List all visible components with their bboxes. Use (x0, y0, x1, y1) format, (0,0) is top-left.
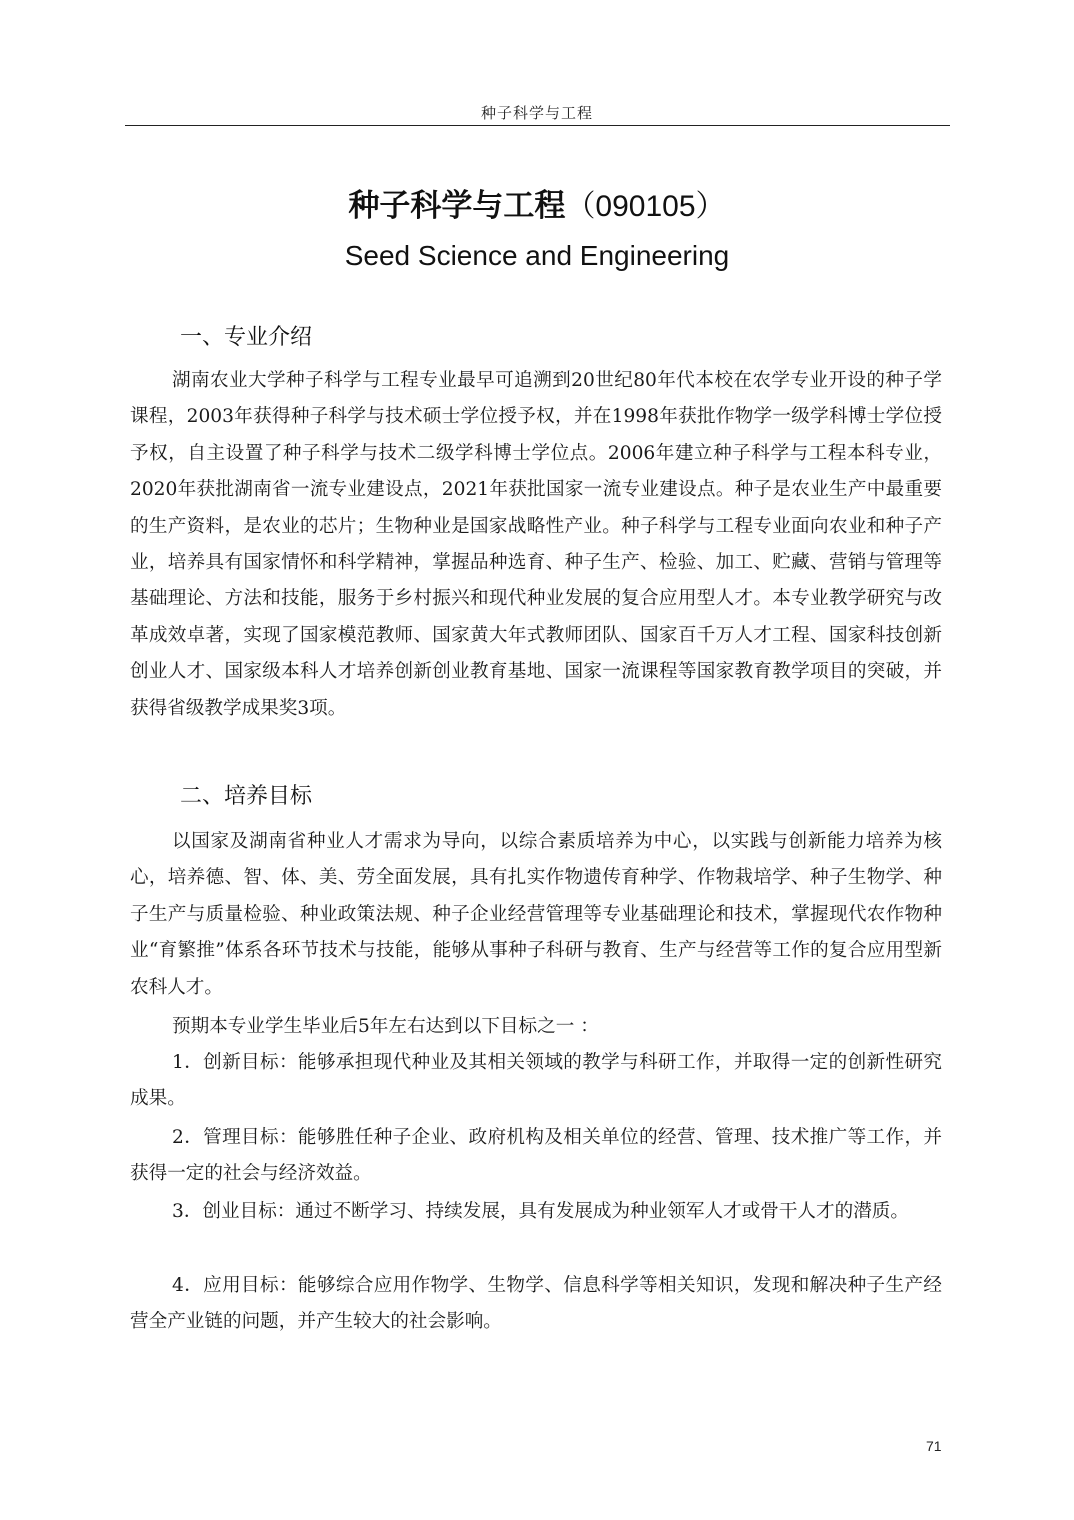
running-header: 种子科学与工程 (480, 104, 593, 122)
program-code: （090105） (565, 190, 726, 223)
page-title-english: Seed Science and Engineering (344, 240, 730, 271)
header-divider (125, 125, 950, 126)
section-heading-objectives: 二、培养目标 (180, 784, 313, 809)
page-title-text: 种子科学与工程 (348, 188, 566, 224)
page-number: 71 (926, 1438, 942, 1454)
paragraph-introduction: 湖南农业大学种子科学与工程专业最早可追溯到20世纪80年代本校在农学专业开设的种子学课程，2003年获得种子科学与技术硕士学位授予权，并在1998年获批作物学一级学科博士学位授予权，自主设置了种子科学与技术二级学科博士学位点。2006年建立种子科学与工程本科专业，2020年获批湖南省一流专业建设点，2021年获批国家一流专业建设点。种子是农业生产中最重要的生产资料，是农业的芯片；生物种业是国家战略性产业。种子科学与工程专业面向农业和种子产业，培养具有国家情怀和科学精神，掌握品种选育、种子生产、检验、加工、贮藏、营销与管理等基础理论、方法和技能，服务于乡村振兴和现代种业发展的复合应用型人才。本专业教学研究与改革成效卓著，实现了国家模范教师、国家黄大年式教师团队、国家百千万人才工程、国家科技创新创业人才、国家级本科人才培养创新创业教育基地、国家一流课程等国家教育教学项目的突破，并获得省级教学成果奖3项。 (130, 370, 942, 719)
goal-item-management: 2．管理目标：能够胜任种子企业、政府机构及相关单位的经营、管理、技术推广等工作，并获得一定的社会与经济效益。 (130, 1127, 942, 1185)
paragraph-objectives: 以国家及湖南省种业人才需求为导向，以综合素质培养为中心，以实践与创新能力培养为核心，培养德、智、体、美、劳全面发展，具有扎实作物遗传育种学、作物栽培学、种子生物学、种子生产与质量检验、种业政策法规、种子企业经营管理等专业基础理论和技术，掌握现代农作物种业“育繁推”体系各环节技术与技能，能够从事种子科研与教育、生产与经营等工作的复合应用型新农科人才。 (130, 831, 942, 998)
goal-item-entrepreneurship: 3．创业目标：通过不断学习、持续发展，具有发展成为种业领军人才或骨干人才的潜质。 (172, 1201, 909, 1222)
goal-item-application: 4．应用目标：能够综合应用作物学、生物学、信息科学等相关知识，发现和解决种子生产经营全产业链的问题，并产生较大的社会影响。 (130, 1275, 942, 1333)
paragraph-expected-goals: 预期本专业学生毕业后5年左右达到以下目标之一 ： (172, 1016, 599, 1037)
page-title (0, 183, 1074, 230)
goal-item-innovation: 1．创新目标：能够承担现代种业及其相关领域的教学与科研工作，并取得一定的创新性研究成果。 (130, 1052, 942, 1110)
section-heading-introduction: 一、专业介绍 (180, 325, 313, 350)
